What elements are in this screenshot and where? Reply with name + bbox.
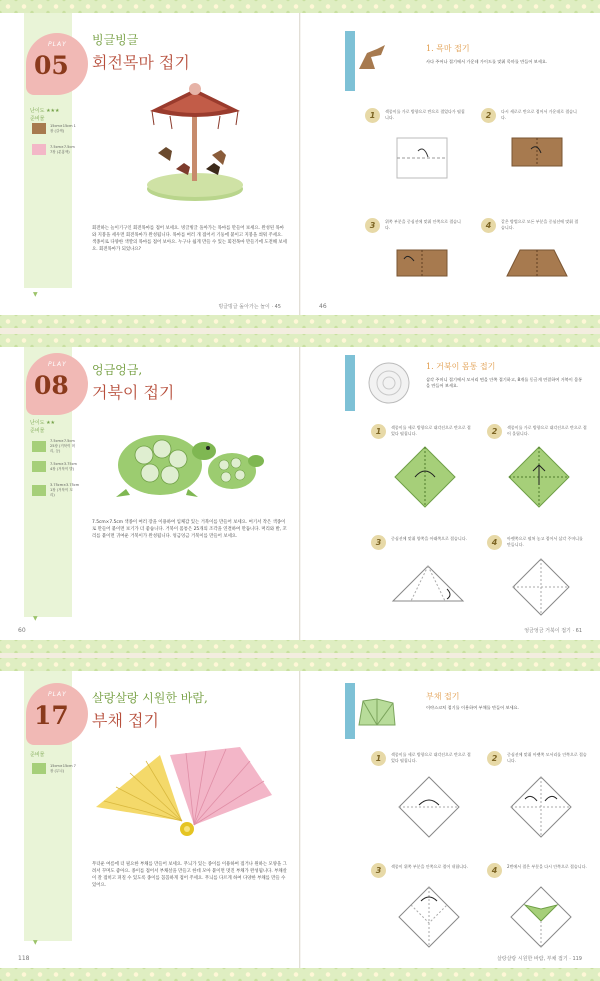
arrow-down-icon: ▼ bbox=[33, 615, 38, 622]
material-item bbox=[32, 123, 76, 134]
page-number: 46 bbox=[319, 303, 327, 310]
materials-label: 준비물 bbox=[30, 116, 45, 122]
project-number: 05 bbox=[34, 51, 69, 80]
title-line-1: 살랑살랑 시원한 바람, bbox=[92, 691, 208, 705]
color-swatch bbox=[32, 763, 46, 774]
step-text: 같은 방법으로 모든 부분을 중심선에 맞춰 접습니다. bbox=[501, 219, 579, 230]
decorative-band bbox=[0, 640, 600, 653]
fan-photo bbox=[90, 743, 280, 853]
step-number: 4 bbox=[481, 218, 496, 233]
step-diagram bbox=[511, 137, 563, 167]
step-diagram bbox=[391, 561, 465, 603]
turtle-photo bbox=[108, 405, 268, 505]
body-text: 회전하는 놀이기구인 회전목마를 접어 보세요. 빙글빙글 돌아가는 목마를 만들어 보세요. 완성된 목마와 지붕을 세우면 회전목마가 완성됩니다. 목마를 여러 개 접어서 기둥에 붙이고 지붕을 씌워 주세요. 색종이로 다양한 색깔의 목마를 접어 보아요. 누구나 쉽게 만들 수 있는 회전목마 만들기에 도전해 보세요. 회전목마가 되었나요? bbox=[92, 226, 287, 252]
step-diagram bbox=[396, 249, 448, 277]
title-line-2: 회전목마 접기 bbox=[92, 53, 190, 72]
title-line-2: 부채 접기 bbox=[92, 711, 159, 730]
title-line-2: 거북이 접기 bbox=[92, 383, 175, 402]
number-badge bbox=[26, 353, 88, 415]
step-number: 1 bbox=[365, 108, 380, 123]
number-badge bbox=[26, 683, 88, 745]
color-swatch bbox=[32, 123, 46, 134]
section-description: 사다 주어나 접기에서 가운데 가이드를 맞춰 목마를 만들어 보세요. bbox=[426, 59, 548, 64]
step-text: 색종이를 세로 방향으로 대각선으로 반으로 접었다 펼칩니다. bbox=[391, 752, 471, 763]
step-number: 2 bbox=[487, 751, 502, 766]
step-number: 2 bbox=[487, 424, 502, 439]
section-title: 부채 접기 bbox=[426, 692, 460, 701]
step-text: 색종이를 가로 방향으로 반으로 접었다가 펼칩니다. bbox=[385, 109, 465, 120]
right-page bbox=[301, 671, 600, 968]
step-diagram bbox=[509, 885, 573, 949]
left-page bbox=[0, 347, 299, 640]
page-number: 118 bbox=[18, 955, 30, 962]
difficulty-label: 난이도 ★★★ bbox=[30, 108, 60, 114]
decorative-band bbox=[0, 334, 600, 347]
step-number: 3 bbox=[371, 863, 386, 878]
material-text: 7.5cm×7.5cm 7장 (분홍색) bbox=[50, 144, 75, 154]
step-text: 색종이 위쪽 부분을 안쪽으로 접어 내립니다. bbox=[391, 864, 469, 869]
step-diagram bbox=[507, 445, 571, 509]
material-text: 15cm×15cm 1장 (갈색) bbox=[50, 123, 76, 133]
section-description: 이야스코처 접기를 이용하여 부채를 만들어 보세요. bbox=[426, 705, 519, 710]
section-description: 삼각 주머니 접기에서 모서리 면을 안쪽 접기하고, 8개를 동글게 연결하여 거북이 몸통을 만들어 보세요. bbox=[426, 377, 583, 388]
project-title bbox=[92, 689, 208, 731]
material-item bbox=[32, 483, 80, 498]
project-number: 17 bbox=[34, 701, 69, 730]
material-text: 7.5cm×7.5cm 25장 (거북이 머리, 등) bbox=[50, 439, 75, 453]
right-page bbox=[301, 13, 600, 315]
header-strip bbox=[345, 355, 355, 411]
left-page bbox=[0, 13, 299, 315]
materials-label: 준비물 bbox=[30, 752, 45, 758]
decorative-band bbox=[0, 968, 600, 981]
number-badge bbox=[26, 33, 88, 95]
step-diagram bbox=[396, 137, 448, 179]
step-diagram bbox=[506, 249, 568, 277]
step-diagram bbox=[509, 775, 573, 839]
right-page bbox=[301, 347, 600, 640]
spread-fan bbox=[0, 671, 600, 968]
arrow-down-icon: ▼ bbox=[33, 939, 38, 946]
step-text: 아랫쪽으로 펼쳐 놓고 접어서 삼각 주머니를 만듭니다. bbox=[507, 536, 583, 547]
step-number: 1 bbox=[371, 424, 386, 439]
step-text: 위쪽 부분을 중심선에 맞춰 안쪽으로 접습니다. bbox=[385, 219, 461, 230]
header-strip bbox=[345, 31, 355, 91]
body-text: 무더운 여름에 더 필요한 부채를 만들어 보세요. 무늬가 있는 종이를 이용하여 접거나 원하는 모양을 그려서 꾸며도 좋아요. 종이를 접어서 부채살을 만들고 한데 모아 붙이면 멋진 부채가 완성됩니다. 부채살이 잘 접히고 펴질 수 있도록 종이를 꼼꼼하게 접어 주세요. 무늬를 다르게 하여 다양한 부채를 만들 수 있어요. bbox=[92, 862, 287, 888]
step-diagram bbox=[511, 557, 571, 617]
page-footer: 살랑살랑 시원한 바람, 부채 접기 · 119 bbox=[496, 956, 582, 962]
materials-label: 준비물 bbox=[30, 428, 45, 434]
project-number: 08 bbox=[34, 371, 69, 400]
fan-thumbnail bbox=[357, 697, 397, 727]
color-swatch bbox=[32, 461, 46, 472]
step-number: 4 bbox=[487, 863, 502, 878]
step-text: 다시 세로로 반으로 접어서 가운데로 접습니다. bbox=[501, 109, 577, 120]
difficulty-label: 난이도 ★★ bbox=[30, 420, 56, 426]
horse-thumbnail bbox=[357, 43, 387, 71]
color-swatch bbox=[32, 441, 46, 452]
color-swatch bbox=[32, 485, 46, 496]
step-text: 중심선에 맞춰 아랫쪽 모서리를 안쪽으로 접습니다. bbox=[507, 752, 587, 763]
material-text: 7.5cm×3.75cm 4장 (거북이 발) bbox=[50, 461, 77, 471]
step-number: 3 bbox=[371, 535, 386, 550]
step-number: 3 bbox=[365, 218, 380, 233]
decorative-band bbox=[0, 315, 600, 328]
step-text: 색종이를 가로 방향으로 대각선으로 반으로 접어 올립니다. bbox=[507, 425, 587, 436]
step-text: 중심선에 맞춰 양쪽을 아래쪽으로 접습니다. bbox=[391, 536, 467, 541]
carousel-photo bbox=[140, 83, 250, 205]
material-item bbox=[32, 763, 76, 774]
decorative-band bbox=[0, 658, 600, 671]
project-title bbox=[92, 361, 174, 403]
color-swatch bbox=[32, 144, 46, 155]
step-diagram bbox=[393, 445, 457, 509]
play-label: PLAY bbox=[48, 361, 67, 368]
play-label: PLAY bbox=[48, 41, 67, 48]
play-label: PLAY bbox=[48, 691, 67, 698]
title-line-1: 빙글빙글 bbox=[92, 33, 139, 47]
spread-carousel bbox=[0, 13, 600, 315]
section-title: 1. 거북이 몸통 접기 bbox=[426, 362, 496, 371]
material-text: 3.75cm×3.75cm 1장 (거북이 꼬리) bbox=[50, 483, 80, 497]
material-text: 15cm×15cm 7장 (무늬) bbox=[50, 763, 76, 773]
material-item bbox=[32, 144, 76, 155]
decorative-band bbox=[0, 0, 600, 13]
step-number: 2 bbox=[481, 108, 496, 123]
step-text: 2번에서 접은 부분을 다시 안쪽으로 접습니다. bbox=[507, 864, 587, 869]
page-number: 60 bbox=[18, 627, 26, 634]
project-title bbox=[92, 31, 190, 73]
turtle-shell-thumbnail bbox=[367, 361, 411, 405]
step-text: 색종이를 세로 방향으로 대각선으로 반으로 접었다 펼칩니다. bbox=[391, 425, 471, 436]
step-number: 4 bbox=[487, 535, 502, 550]
material-item bbox=[32, 461, 76, 472]
spread-turtle bbox=[0, 347, 600, 640]
title-line-1: 엉금엉금, bbox=[92, 363, 143, 377]
material-item bbox=[32, 439, 76, 454]
page-footer: 빙글빙글 돌아가는 놀이 · 45 bbox=[218, 304, 281, 310]
section-title: 1. 목마 접기 bbox=[426, 44, 470, 53]
body-text: 7.5cm×7.5cm 색종이 여러 장을 이용하여 입체감 있는 거북이를 만들어 보세요. 여기서 작은 색종이로 만들어 붙이면 보기가 더 좋습니다. 거북이 몸통은 25개의 조각을 연결하여 만듭니다. 머리와 발, 꼬리를 붙이면 귀여운 거북이가 완성됩니다. 엉금엉금 거북이를 만들어 보세요. bbox=[92, 520, 287, 539]
left-page bbox=[0, 671, 299, 968]
step-diagram bbox=[397, 775, 461, 839]
header-strip bbox=[345, 683, 355, 739]
arrow-down-icon: ▼ bbox=[33, 291, 38, 298]
step-number: 1 bbox=[371, 751, 386, 766]
page-footer: 엉금엉금 거북이 접기 · 61 bbox=[524, 628, 582, 634]
step-diagram bbox=[397, 885, 461, 949]
